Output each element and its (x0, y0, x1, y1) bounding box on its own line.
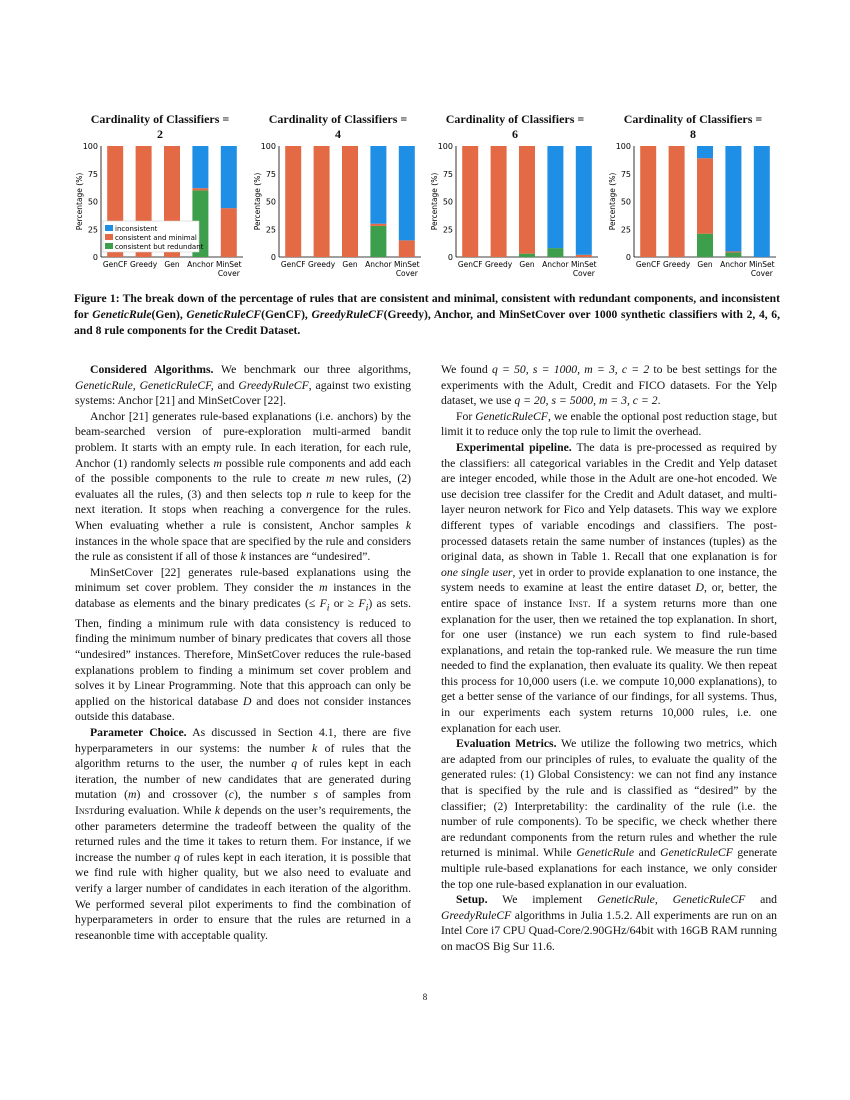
chart-title-line2: 8 (690, 127, 696, 141)
chart-cardinality-6 (430, 112, 600, 284)
y-tick-label: 0 (625, 253, 631, 262)
chart-title-line1: Cardinality of Classifiers = (268, 112, 408, 126)
right-column (441, 362, 777, 955)
paragraph-anchor: Anchor [21] generates rule-based explanations (i.e. anchors) by the beam-searched version of pure-exploration multi-armed bandit problem. It starts with an empty rule. In each iteration, for each rule, Anchor (1) randomly selects m possible rule components and add each of the possible components to the rule to create m new rules, (2) evaluates all the rules, (3) and then selects top n rule to keep for the next iteration. It stops when reaching a convergence for the rules. When evaluating whether a rule is consistent, Anchor samples k instances in the whole space that are specified by the rule and considers the rule as consistent if all of those k instances are “undesired”. (75, 409, 411, 564)
bar-inconsistent-minset-cover (754, 146, 770, 257)
chart-svg (430, 112, 600, 284)
bar-consistent-but-redundant-anchor (725, 253, 741, 257)
bar-inconsistent-anchor (725, 146, 741, 251)
y-tick-label: 25 (620, 225, 631, 235)
x-tick-label: MinSet (570, 260, 597, 269)
caption-label: Figure 1: (74, 292, 120, 305)
chart-cardinality-8 (608, 112, 778, 284)
x-tick-label: Greedy (663, 260, 691, 269)
legend-label: inconsistent (115, 225, 158, 233)
bar-inconsistent-minset-cover (399, 146, 415, 240)
y-axis-label: Percentage (%) (608, 172, 617, 231)
x-tick-label: MinSet (215, 260, 242, 269)
x-tick-label: GenCF (102, 260, 128, 269)
legend-label: consistent but redundant (115, 243, 204, 251)
bar-consistent-and-minimal-minset-cover (576, 255, 592, 257)
x-tick-label: Anchor (365, 260, 392, 269)
y-tick-label: 25 (442, 225, 453, 235)
bar-consistent-and-minimal-gen (519, 146, 535, 254)
page-number: 8 (422, 992, 428, 1002)
bar-consistent-and-minimal-gencf (285, 146, 301, 257)
chart-title-line2: 6 (512, 127, 518, 141)
bar-consistent-and-minimal-anchor (192, 188, 208, 190)
x-tick-label: Gen (342, 260, 358, 269)
y-tick-label: 100 (615, 142, 631, 151)
x-tick-label: Cover (572, 269, 595, 278)
bar-inconsistent-minset-cover (576, 146, 592, 255)
legend-swatch (105, 243, 113, 249)
paragraph-minsetcover: MinSetCover [22] generates rule-based explanations using the minimum set cover problem. They consider the m instances in the database as elements and the binary predicates (≤ $F_i$ or ≥ $F_i$) as sets. Then, finding a minimum rule with data consistency is reduced to finding the minimum number of binary predicates that covers all those “undesired” instances. Therefore, MinSetCover reduces the rule-based explanations problem to finding a minimum set cover problem and solves it by Linear Programming. Note that this approach can only be applied on the historical database D and does not consider instances outside this database. (75, 565, 411, 724)
x-tick-label: Anchor (542, 260, 569, 269)
bar-consistent-and-minimal-greedy (669, 146, 685, 257)
bar-consistent-and-minimal-greedy (491, 146, 507, 257)
legend-swatch (105, 225, 113, 231)
x-tick-label: Gen (519, 260, 535, 269)
y-tick-label: 0 (92, 253, 98, 262)
bar-consistent-and-minimal-anchor (725, 251, 741, 252)
paragraph-post-reduction: For GeneticRuleCF, we enable the optional post reduction stage, but limit it to reduce only the top rule to limit the overhead. (441, 409, 777, 439)
x-tick-label: MinSet (748, 260, 775, 269)
y-tick-label: 100 (260, 142, 276, 151)
x-tick-label: Greedy (130, 260, 158, 269)
bar-consistent-and-minimal-minset-cover (399, 240, 415, 257)
bar-inconsistent-minset-cover (221, 146, 237, 208)
bar-inconsistent-anchor (370, 146, 386, 224)
chart-title-line2: 4 (335, 127, 341, 141)
bar-consistent-and-minimal-gen (342, 146, 358, 257)
x-tick-label: GenCF (280, 260, 306, 269)
x-tick-label: Greedy (485, 260, 513, 269)
x-tick-label: Cover (217, 269, 240, 278)
legend-label: consistent and minimal (115, 234, 197, 242)
paragraph-evaluation-metrics: Evaluation Metrics. We utilize the following two metrics, which are adapted from our principles of rules, to evaluate the quality of the generated rules: (1) Global Consistency: we can not find any instance that is specified by the rule and is classified as “desired” by the classifier; (2) Interpretability: the cardinality of the rule (i.e. the number of rule components). To be specific, we check whether there are redundant components from the return rules and whether the rule returned is minimal. While GeneticRule and GeneticRuleCF generate multiple rule-based explanations for each instance, we only consider the top one rule-based explanation in our evaluation. (441, 737, 778, 891)
bar-consistent-and-minimal-gencf (462, 146, 478, 257)
bar-inconsistent-anchor (192, 146, 208, 188)
y-tick-label: 100 (437, 142, 453, 151)
bar-consistent-and-minimal-gencf (640, 146, 656, 257)
y-tick-label: 0 (270, 253, 276, 262)
bar-consistent-and-minimal-greedy (314, 146, 330, 257)
chart-svg (75, 112, 245, 284)
y-axis-label: Percentage (%) (253, 172, 262, 231)
x-tick-label: Gen (697, 260, 713, 269)
y-axis-label: Percentage (%) (75, 172, 84, 231)
y-tick-label: 25 (265, 225, 276, 235)
x-tick-label: Cover (750, 269, 773, 278)
paragraph-considered-algorithms: Considered Algorithms. We benchmark our three algorithms, GeneticRule, GeneticRuleCF, and GreedyRuleCF, against two existing systems: Anchor [21] and MinSetCover [22]. (75, 363, 411, 408)
y-tick-label: 75 (265, 169, 276, 179)
bar-consistent-but-redundant-gen (519, 254, 535, 257)
x-tick-label: MinSet (393, 260, 420, 269)
x-tick-label: GenCF (457, 260, 483, 269)
chart-title-line1: Cardinality of Classifiers = (623, 112, 763, 126)
legend-swatch (105, 234, 113, 240)
y-tick-label: 50 (87, 197, 98, 207)
y-tick-label: 75 (620, 169, 631, 179)
y-tick-label: 50 (620, 197, 631, 207)
paragraph-experimental-pipeline: Experimental pipeline. The data is pre-processed as required by the classifiers: all categorical variables in the Credit and Yelp dataset are integer encoded, while those in the Adult are one-hot encoded. We use decision tree classifer for the Credit and Adult dataset, and multi-layer neuron network for Fico and Yelp datasets. This way we explore different types of variable encodings and classifiers. The post-processed datasets retain the same number of instances (tuples) as the original data, as shown in Table 1. Recall that one explanation is for one single user, yet in order to provide explanation to one instance, the system needs to examine at least the entire dataset D, or, better, the entire space of instance Inst. If a system returns more than one explanation for the user, then we retained the top explanation. In short, for one user (instance) we run each system to find rule-based explanations, and retain the top-ranked rule. We measure the run time needed to find the explanation, then evaluate its quality. We then repeat this process for 10,000 users (i.e. we compute 10,000 explanations), to get a better sense of the variance of our findings, for all systems. Thus, in our experiments each system returns 10,000 rules, i.e. one explanation for each user. (441, 440, 777, 735)
bar-inconsistent-anchor (547, 146, 563, 248)
figure-caption: Figure 1: The break down of the percentage of rules that are consistent and minimal, consistent with redundant components, and inconsistent for GeneticRule(Gen), GeneticRuleCF(GenCF), GreedyRuleCF(Greedy), Anchor, and MinSetCover over 1000 synthetic classifiers with 2, 4, 6, and 8 rule components for the Credit Dataset. (74, 292, 780, 337)
bar-consistent-but-redundant-anchor (547, 248, 563, 257)
y-tick-label: 75 (442, 169, 453, 179)
paragraph-parameter-values: We found q = 50, s = 1000, m = 3, c = 2 to be best settings for the experiments with the Adult, Credit and FICO datasets. For the Yelp dataset, we use q = 20, s = 5000, m = 3, c = 2. (441, 363, 777, 408)
x-tick-label: Greedy (308, 260, 336, 269)
chart-title-line1: Cardinality of Classifiers = (445, 112, 585, 126)
left-column (75, 362, 411, 943)
y-tick-label: 25 (87, 225, 98, 235)
paragraph-setup: Setup. We implement GeneticRule, GeneticRuleCF and GreedyRuleCF algorithms in Julia 1.5.2. All experiments are run on an Intel Core i7 CPU Quad-Core/2.90GHz/64bit with 16GB RAM running on macOS Big Sur 11.6. (441, 893, 778, 953)
bar-consistent-and-minimal-gen (697, 158, 713, 233)
y-tick-label: 100 (82, 142, 98, 151)
x-tick-label: Cover (395, 269, 418, 278)
chart-title-line1: Cardinality of Classifiers = (90, 112, 230, 126)
x-tick-label: GenCF (635, 260, 661, 269)
bar-inconsistent-gen (697, 146, 713, 158)
y-axis-label: Percentage (%) (430, 172, 439, 231)
y-tick-label: 75 (87, 169, 98, 179)
bar-consistent-and-minimal-anchor (370, 224, 386, 226)
bar-consistent-but-redundant-anchor (370, 226, 386, 257)
bar-consistent-and-minimal-minset-cover (221, 208, 237, 257)
y-tick-label: 50 (265, 197, 276, 207)
y-tick-label: 50 (442, 197, 453, 207)
chart-cardinality-4 (253, 112, 423, 284)
x-tick-label: Anchor (187, 260, 214, 269)
chart-svg (253, 112, 423, 284)
paragraph-parameter-choice: Parameter Choice. As discussed in Section 4.1, there are five hyperparameters in our systems: the number k of rules that the algorithm returns to the user, the number q of rules kept in each iteration, the number of new candidates that are generated during mutation (m) and crossover (c), the number s of samples from Instduring evaluation. While k depends on the user’s requirements, the other parameters determine the tradeoff between the quality of the returned rules and the time it takes to return them. For instance, if we increase the number q of rules kept in each iteration, it is possible that we find rule with higher quality, but we also need to evaluate and verify a larger number of candidates in each iteration of the algorithm. We performed several pilot experiments to find the combination of hyperparameters in order to ensure that the rules are returned in a reseanonble time with acceptable quality. (75, 725, 411, 942)
chart-title-line2: 2 (157, 127, 163, 141)
x-tick-label: Gen (164, 260, 180, 269)
chart-svg (608, 112, 778, 284)
y-tick-label: 0 (447, 253, 453, 262)
bar-consistent-but-redundant-gen (697, 234, 713, 257)
chart-cardinality-2 (75, 112, 245, 284)
x-tick-label: Anchor (720, 260, 747, 269)
